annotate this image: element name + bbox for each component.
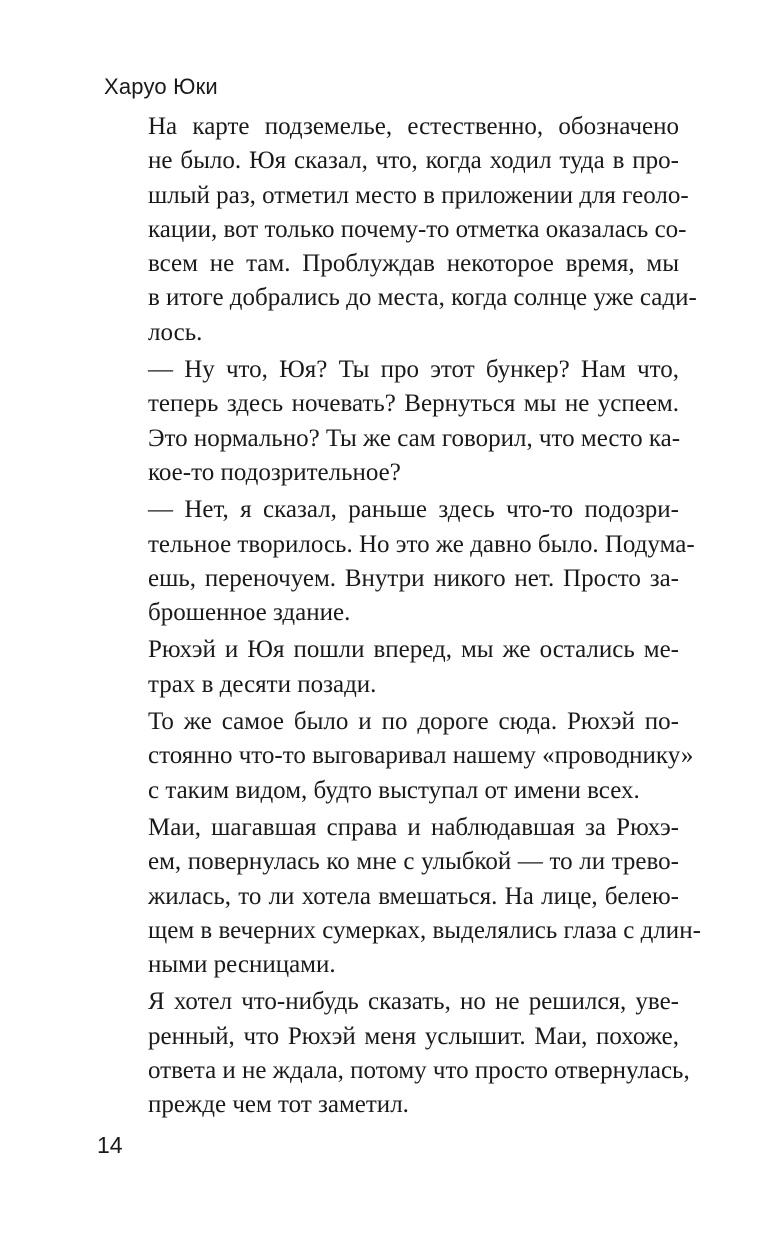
paragraph-5 <box>117 705 694 808</box>
text-line: — Нет, я сказал, раньше здесь что-то подозри- <box>148 496 679 524</box>
text-line: Это нормально? Ты же сам говорил, что место ка- <box>148 424 681 452</box>
text-line: стоянно что-то выговаривал нашему «проводнику» <box>148 742 694 770</box>
paragraph-1 <box>117 110 697 350</box>
paragraph-7 <box>117 985 690 1122</box>
text-line: брошенное здание. <box>148 599 351 627</box>
text-line: ешь, переночуем. Внутри никого нет. Просто за- <box>148 564 679 592</box>
text-line: тельное творилось. Но это же давно было. Подума- <box>148 530 695 558</box>
text-line: кое-то подозрительное? <box>148 458 401 486</box>
text-line: прежде чем тот заметил. <box>148 1091 409 1119</box>
paragraph-4 <box>117 633 679 702</box>
text-line: ными ресницами. <box>148 951 336 979</box>
text-line: Я хотел что-нибудь сказать, но не решился, уве- <box>148 988 679 1016</box>
text-line: Рюхэй и Юя пошли вперед, мы же остались ме- <box>148 636 679 664</box>
text-line: Маи, шагавшая справа и наблюдавшая за Рюхэ- <box>148 813 679 841</box>
text-line: всем не там. Проблуждав некоторое время, мы <box>148 250 679 278</box>
paragraph-3 <box>117 493 695 630</box>
text-line: кации, вот только почему-то отметка оказалась со- <box>148 215 687 243</box>
text-line: жилась, то ли хотела вмешаться. На лице, белею- <box>148 882 679 910</box>
text-line: не было. Юя сказал, что, когда ходил туда в про- <box>148 147 679 175</box>
running-head-author: Харуо Юки <box>104 74 218 99</box>
body-text <box>117 110 701 1126</box>
page-number: 14 <box>97 1132 123 1158</box>
text-line: щем в вечерних сумерках, выделялись глаза с длин- <box>148 916 701 944</box>
text-line: ем, повернулась ко мне с улыбкой — то ли трево- <box>148 848 679 876</box>
text-line: — Ну что, Юя? Ты про этот бункер? Нам что, <box>148 356 679 384</box>
text-line: ренный, что Рюхэй меня услышит. Маи, похоже, <box>148 1022 679 1050</box>
paragraph-6 <box>117 811 701 982</box>
text-line: с таким видом, будто выступал от имени всех. <box>148 776 640 804</box>
text-line: в итоге добрались до места, когда солнце уже сади- <box>148 284 697 312</box>
text-line: То же самое было и по дороге сюда. Рюхэй по- <box>148 708 679 736</box>
text-line: На карте подземелье, естественно, обозначено <box>148 113 679 140</box>
text-line: ответа и не ждала, потому что просто отвернулась, <box>148 1057 690 1085</box>
text-line: трах в десяти позади. <box>148 670 377 698</box>
paragraph-2 <box>117 353 679 490</box>
text-line: шлый раз, отметил место в приложении для геоло- <box>148 181 689 209</box>
text-line: теперь здесь ночевать? Вернуться мы не успеем. <box>148 390 679 418</box>
text-line: лось. <box>148 318 203 346</box>
